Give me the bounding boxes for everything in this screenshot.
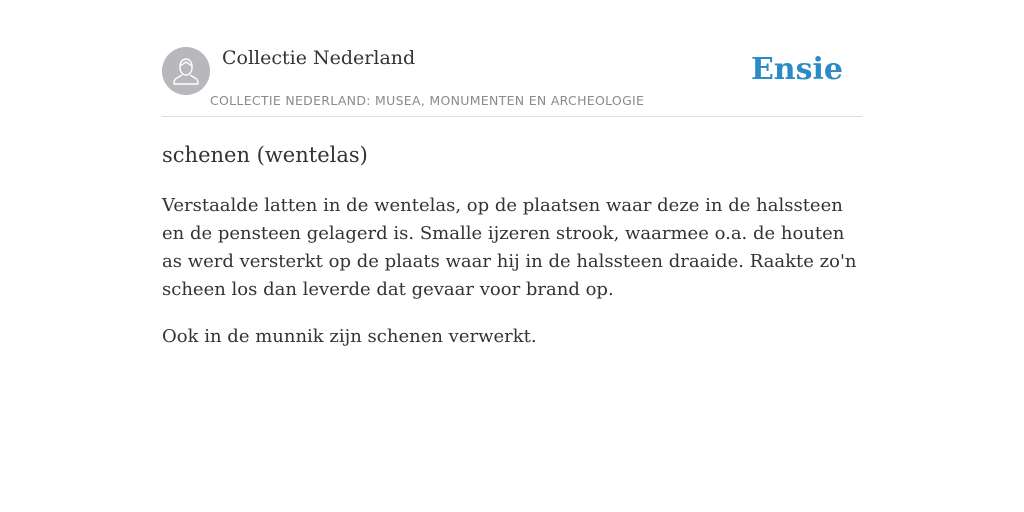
user-avatar-icon bbox=[162, 47, 210, 95]
article-paragraph: Ook in de munnik zijn schenen verwerkt. bbox=[162, 326, 537, 347]
author-subtitle: COLLECTIE NEDERLAND: MUSEA, MONUMENTEN EN ARCHEOLOGIE bbox=[210, 93, 645, 108]
author-avatar[interactable] bbox=[162, 47, 210, 95]
ensie-logo[interactable]: Ensie bbox=[750, 52, 843, 87]
article-paragraph: Verstaalde latten in de wentelas, op de plaatsen waar deze in de halssteen en de pensteen gelagerd is. Smalle ijzeren strook, waarmee o.a. de houten as werd versterkt op de plaats waar hij in de halssteen draaide. Raakte zo'n scheen los dan leverde dat gevaar voor brand op. bbox=[162, 195, 857, 300]
author-name[interactable]: Collectie Nederland bbox=[222, 47, 416, 69]
article bbox=[162, 140, 862, 351]
article-title: schenen (wentelas) bbox=[162, 143, 368, 167]
header bbox=[162, 46, 862, 117]
